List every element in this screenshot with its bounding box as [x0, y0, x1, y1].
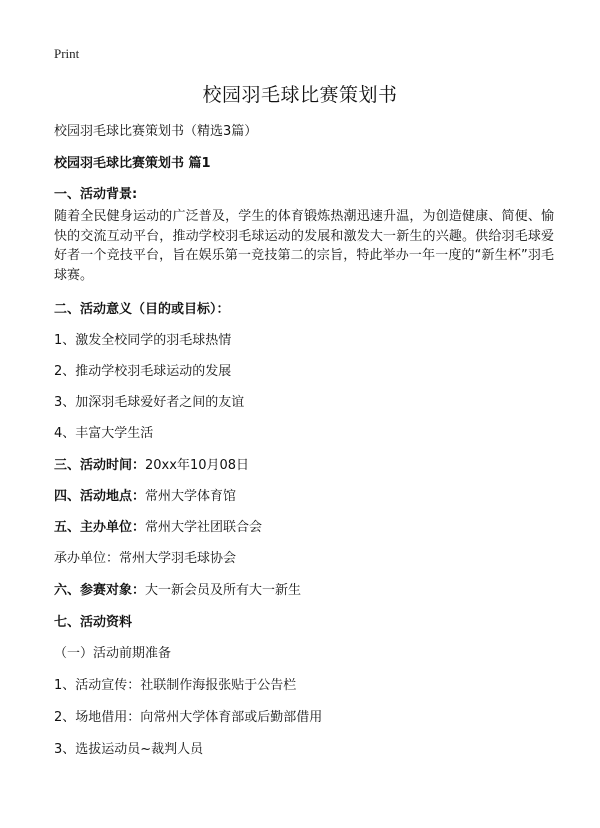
section-6-value: 大一新会员及所有大一新生: [145, 583, 302, 598]
section-6-label: 六、参赛对象：: [54, 583, 146, 598]
section-5-line: [54, 516, 262, 535]
section-2-item-3: 3、加深羽毛球爱好者之间的友谊: [54, 395, 245, 410]
section-7-subheading: （一）活动前期准备: [54, 646, 172, 661]
section-7-item-3: 3、选拔运动员~裁判人员: [54, 742, 204, 757]
section-2-item-4: 4、丰富大学生活: [54, 426, 154, 441]
section-5-value: 常州大学社团联合会: [145, 520, 263, 535]
section-4-value: 常州大学体育馆: [145, 489, 237, 504]
section-2-item-2: 2、推动学校羽毛球运动的发展: [54, 364, 232, 379]
part-heading: 校园羽毛球比赛策划书 篇1: [54, 156, 211, 171]
print-link[interactable]: Print: [54, 46, 80, 61]
section-4-line: [54, 485, 236, 504]
section-1-body: 随着全民健身运动的广泛普及，学生的体育锻炼热潮迅速升温，为创造健康、简便、愉快的交流互动平台，推动学校羽毛球运动的发展和激发大一新生的兴趣。供给羽毛球爱好者一个竞技平台，旨在娱乐第一竞技第二的宗旨，特此举办一年一度的“新生杯”羽毛球赛。: [54, 209, 554, 283]
section-5-label: 五、主办单位：: [54, 520, 146, 535]
section-2-item-1: 1、激发全校同学的羽毛球热情: [54, 333, 232, 348]
document-title: 校园羽毛球比赛策划书: [202, 84, 398, 106]
section-7-heading: 七、活动资料: [54, 615, 133, 630]
section-3-value: 20xx年10月08日: [145, 458, 250, 473]
section-7-item-1: 1、活动宣传：社联制作海报张贴于公告栏: [54, 678, 297, 693]
section-6-line: [54, 579, 301, 598]
section-2-heading: 二、活动意义（目的或目标）：: [54, 302, 230, 317]
section-7-item-2: 2、场地借用：向常州大学体育部或后勤部借用: [54, 710, 323, 725]
section-3-line: [54, 454, 249, 473]
section-4-label: 四、活动地点：: [54, 489, 146, 504]
section-1-heading: 一、活动背景:: [54, 187, 138, 202]
co-organizer-line: 承办单位：常州大学羽毛球协会: [54, 551, 237, 566]
section-3-label: 三、活动时间：: [54, 458, 146, 473]
document-subtitle: 校园羽毛球比赛策划书（精选3篇）: [54, 124, 258, 139]
